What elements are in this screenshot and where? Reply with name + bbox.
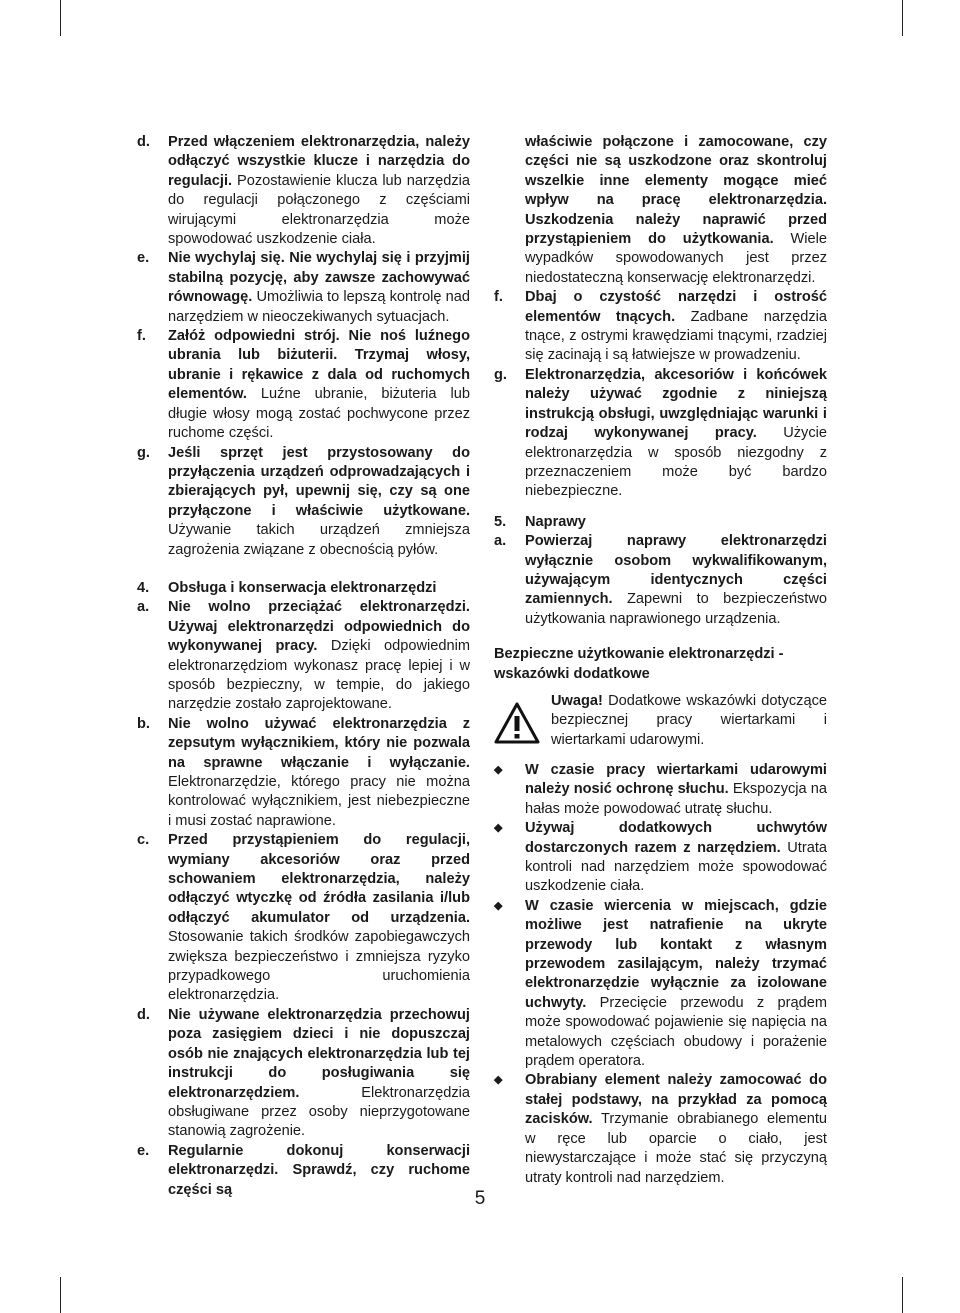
warning-bold-text: Uwaga! bbox=[551, 692, 603, 709]
item-label: e. bbox=[137, 250, 150, 267]
list-item bbox=[137, 1006, 470, 1142]
bullet-diamond-icon: ◆ bbox=[494, 763, 503, 776]
warning-box bbox=[494, 692, 827, 752]
item-text: Używanie takich urządzeń zmniejsza zagrożenia związane z obecnością pyłów. bbox=[168, 522, 470, 558]
section-heading bbox=[494, 513, 827, 532]
item-bold-text: właściwie połączone i zamocowane, czy części nie są uszkodzone oraz skontroluj wszelkie inne elementy mogące mieć wpływ na pracę elektronarzędzia. Uszkodzenia należy naprawić przed przystąpieniem do użytkowania. bbox=[525, 134, 827, 248]
list-item bbox=[137, 249, 470, 327]
bullet-diamond-icon: ◆ bbox=[494, 822, 503, 835]
warning-triangle-icon bbox=[494, 702, 540, 744]
item-bold-text: Używaj dodatkowych uchwytów dostarczonych razem z narzędziem. bbox=[525, 820, 827, 856]
item-text: Przecięcie przewodu z prądem może spowodować pojawienie się napięcia na metalowych częściach obudowy i porażenie prądem operatora. bbox=[525, 994, 827, 1070]
crop-mark bbox=[902, 1277, 903, 1313]
item-bold-text: Nie wolno przeciążać elektronarzędzi. Używaj elektronarzędzi odpowiednich do wykonywanej pracy. bbox=[168, 599, 470, 655]
item-text: Stosowanie takich środków zapobiegawczych zwiększa bezpieczeństwo i zmniejsza ryzyko przypadkowego uruchomienia elektronarzędzia. bbox=[168, 929, 470, 1004]
crop-mark bbox=[60, 0, 61, 36]
item-text: Utrata kontroli nad narzędziem może spowodować uszkodzenie ciała. bbox=[525, 839, 827, 895]
warning-text: Dodatkowe wskazówki dotyczące bezpiecznej pracy wiertarkami i wiertarkami udarowymi. bbox=[551, 692, 827, 748]
list-item-continuation bbox=[494, 133, 827, 288]
item-bold-text: Dbaj o czystość narzędzi i ostrość elementów tnących. bbox=[525, 289, 827, 325]
list-item bbox=[137, 133, 470, 249]
bullet-item bbox=[494, 897, 827, 1072]
list-item bbox=[494, 288, 827, 366]
item-bold-text: Nie używane elektronarzędzia przechowuj poza zasięgiem dzieci i nie dopuszczaj osób nie znających elektronarzędzia lub tej instrukcji do posługiwania się elektronarzędziem. bbox=[168, 1006, 470, 1101]
item-label: b. bbox=[137, 715, 150, 732]
list-item bbox=[494, 532, 827, 629]
item-text: Ekspozycja na hałas może powodować utratę słuchu. bbox=[525, 781, 827, 817]
item-bold-text: Elektronarzędzia, akcesoriów i końcówek należy używać zgodnie z niniejszą instrukcją obsługi, uwzględniając warunki i rodzaj wykonywanej pracy. bbox=[525, 366, 827, 442]
page-number: 5 bbox=[474, 1188, 486, 1209]
item-bold-text: W czasie wiercenia w miejscach, gdzie możliwe jest natrafienie na ukryte przewody lub kontakt z własnym przewodem zasilającym, należy trzymać elektronarzędzie wyłącznie za izolowane uchwyty. bbox=[525, 897, 827, 1011]
list-item bbox=[137, 327, 470, 443]
item-text: Wiele wypadków spowodowanych jest przez niedostateczną konserwację elektronarzędzi. bbox=[525, 231, 827, 286]
item-label: d. bbox=[137, 134, 150, 150]
item-text: Elektronarzędzie, którego pracy nie można kontrolować wyłącznikiem, jest niebezpieczne i musi zostać naprawione. bbox=[168, 774, 470, 829]
bullet-diamond-icon: ◆ bbox=[494, 899, 503, 912]
item-bold-text: Jeśli sprzęt jest przystosowany do przyłączenia urządzeń odprowadzających i zbierających pył, upewnij się, czy są one przyłączone i właściwie użytkowane. bbox=[168, 444, 470, 519]
item-bold-text: Powierzaj naprawy elektronarzędzi wyłącznie osobom wykwalifikowanym, używającym identycznych części zamiennych. bbox=[525, 533, 827, 608]
item-bold-text: Przed włączeniem elektronarzędzia, należy odłączyć wszystkie klucze i narzędzia do regulacji. bbox=[168, 134, 470, 189]
item-label: c. bbox=[137, 832, 150, 849]
crop-mark bbox=[60, 1277, 61, 1313]
item-label: e. bbox=[137, 1142, 150, 1159]
item-label: f. bbox=[494, 289, 503, 306]
bullet-item bbox=[494, 819, 827, 897]
section-heading bbox=[137, 579, 470, 598]
item-bold-text: Nie wychylaj się. Nie wychylaj się i przyjmij stabilną pozycję, aby zawsze zachowywać równowagę. bbox=[168, 250, 470, 306]
item-bold-text: Przed przystąpieniem do regulacji, wymiany akcesoriów oraz przed schowaniem elektronarzędzia, należy odłączyć wtyczkę od źródła zasilania i/lub odłączyć akumulator od urządzenia. bbox=[168, 832, 470, 926]
section-title: Obsługa i konserwacja elektronarzędzi bbox=[168, 579, 437, 596]
item-bold-text: Regularnie dokonuj konserwacji elektronarzędzi. Sprawdź, czy ruchome części są bbox=[168, 1142, 470, 1198]
item-bold-text: Załóż odpowiedni strój. Nie noś luźnego ubrania lub biżuterii. Trzymaj włosy, ubranie i rękawice z dala od ruchomych elementów. bbox=[168, 328, 470, 403]
item-text: Dzięki odpowiednim elektronarzędziom wykonasz pracę lepiej i w sposób bezpieczny, w tempie, do jakiego narzędzie zostało zaprojektowane. bbox=[168, 638, 470, 713]
bullet-item bbox=[494, 761, 827, 819]
list-item bbox=[137, 598, 470, 714]
item-text: Umożliwia to lepszą kontrolę nad narzędziem w nieoczekiwanych sytuacjach. bbox=[168, 289, 470, 325]
item-text: Pozostawienie klucza lub narzędzia do regulacji połączonego z częściami wirującymi elektronarzędzia może spowodować uszkodzenie ciała. bbox=[168, 172, 470, 248]
item-text: Luźne ubranie, biżuteria lub długie włosy mogą zostać pochwycone przez ruchome części. bbox=[168, 386, 470, 442]
section-title: Naprawy bbox=[525, 513, 586, 530]
bullet-diamond-icon: ◆ bbox=[494, 1074, 503, 1087]
right-column bbox=[494, 133, 827, 1188]
item-text: Trzymanie obrabianego elementu w ręce lub oparcie o ciało, jest niewystarczające i może stać się przyczyną utraty kontroli nad narzędziem. bbox=[525, 1111, 827, 1186]
item-text: Zadbane narzędzia tnące, z ostrymi krawędziami tnącymi, rzadziej się zacinają i są łatwiejsze w prowadzeniu. bbox=[525, 308, 827, 364]
item-label: g. bbox=[137, 444, 150, 461]
item-text: Zapewni to bezpieczeństwo użytkowania naprawionego urządzenia. bbox=[525, 591, 827, 627]
section-number: 5. bbox=[494, 513, 507, 530]
list-item bbox=[137, 831, 470, 1006]
item-label: d. bbox=[137, 1006, 150, 1023]
item-bold-text: W czasie pracy wiertarkami udarowymi należy nosić ochronę słuchu. bbox=[525, 761, 827, 798]
subheading: Bezpieczne użytkowanie elektronarzędzi - wskazówki dodatkowe bbox=[494, 646, 784, 682]
item-bold-text: Obrabiany element należy zamocować do stałej podstawy, na przykład za pomocą zacisków. bbox=[525, 1072, 827, 1128]
left-column bbox=[137, 133, 470, 1200]
crop-mark bbox=[902, 0, 903, 36]
item-label: g. bbox=[494, 366, 507, 383]
item-text: Elektronarzędzia obsługiwane przez osoby nieprzygotowane stanowią zagrożenie. bbox=[168, 1084, 470, 1140]
item-label: a. bbox=[494, 533, 507, 550]
section-number: 4. bbox=[137, 579, 150, 596]
item-text: Użycie elektronarzędzia w sposób niezgodny z przeznaczeniem może być bardzo niebezpieczne. bbox=[525, 425, 827, 500]
list-item bbox=[494, 366, 827, 502]
item-bold-text: Nie wolno używać elektronarzędzia z zepsutym wyłącznikiem, który nie pozwala na sprawne włączanie i wyłączanie. bbox=[168, 715, 470, 771]
list-item bbox=[137, 715, 470, 831]
item-label: f. bbox=[137, 328, 146, 345]
bullet-item bbox=[494, 1071, 827, 1187]
list-item bbox=[137, 444, 470, 560]
item-label: a. bbox=[137, 599, 150, 616]
